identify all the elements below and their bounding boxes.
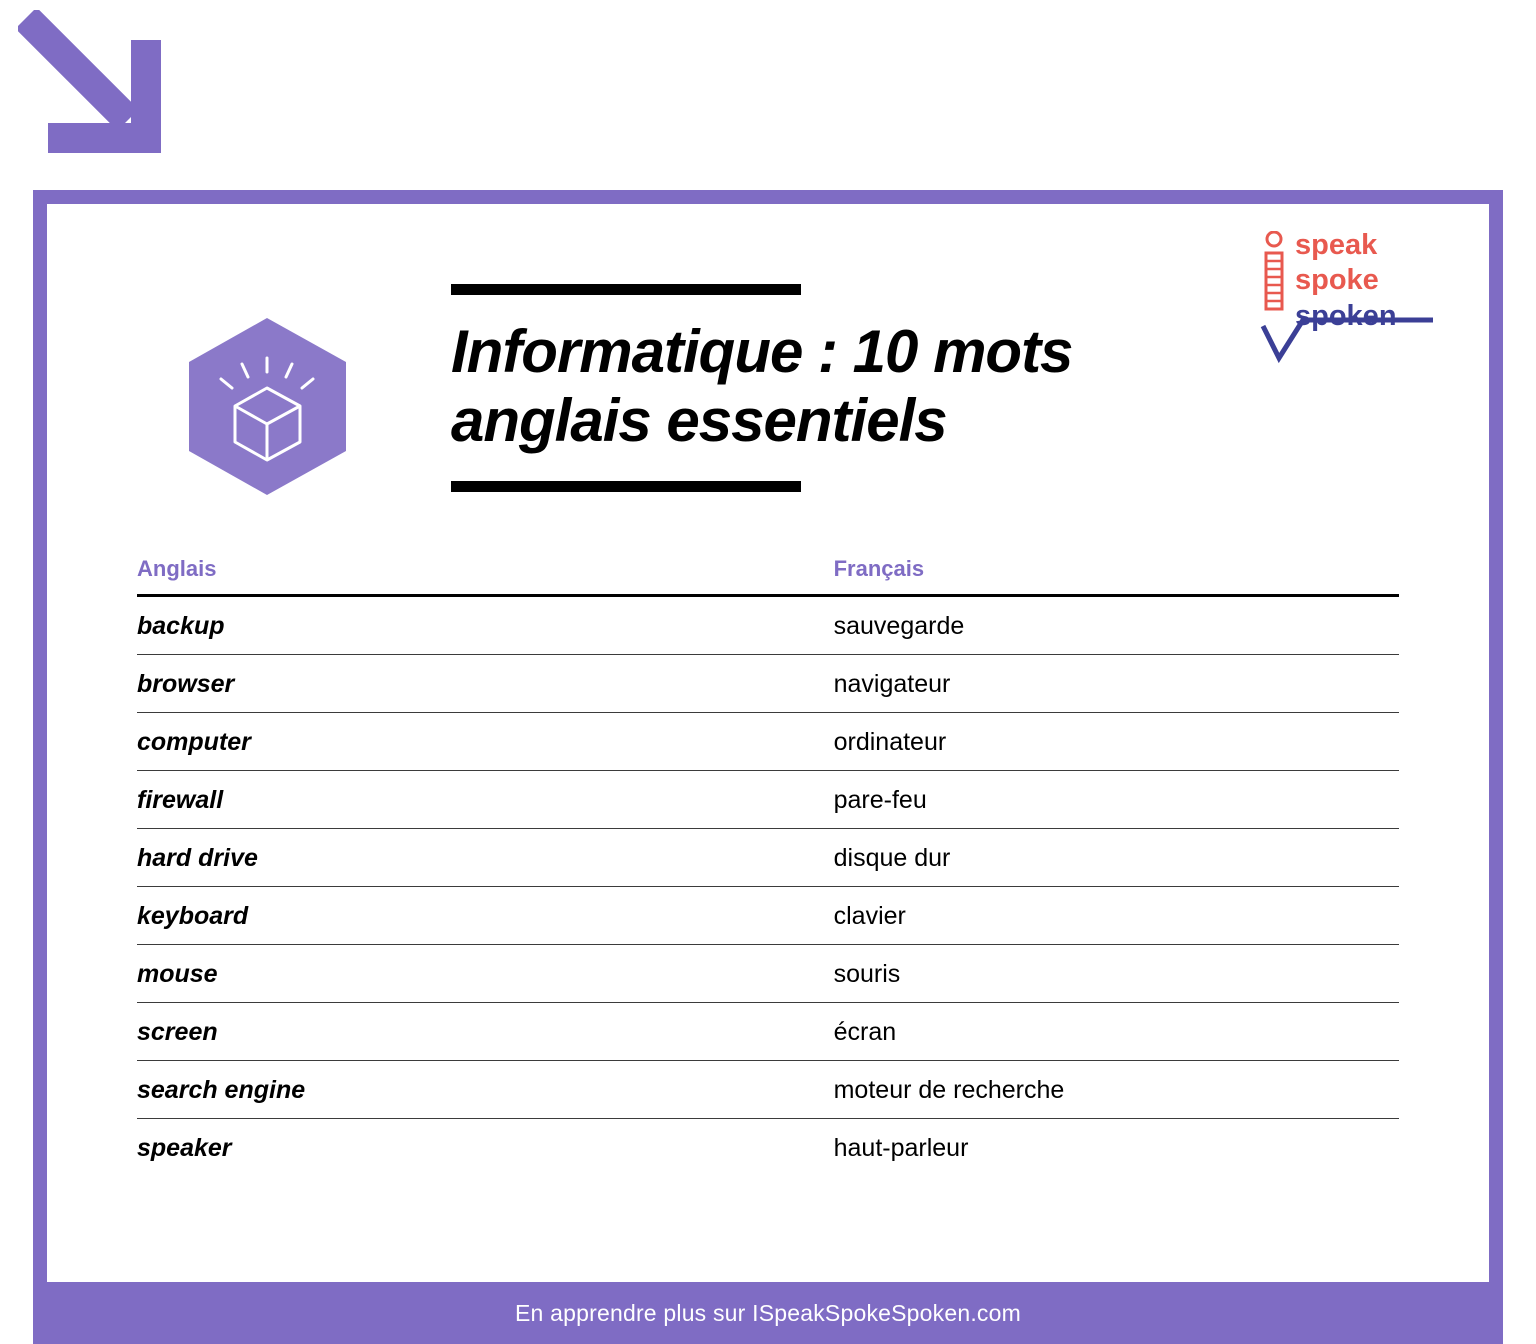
page-title: Informatique : 10 mots anglais essentiels <box>451 318 1073 454</box>
table-row <box>137 771 1399 829</box>
vocabulary-table <box>137 556 1399 1176</box>
cell-french: souris <box>834 945 1399 1003</box>
cell-english: hard drive <box>137 829 834 887</box>
table-row <box>137 655 1399 713</box>
cell-french: sauvegarde <box>834 596 1399 655</box>
table-row <box>137 713 1399 771</box>
brand-line-3: spoken <box>1295 299 1397 332</box>
cell-english: speaker <box>137 1134 232 1162</box>
cell-english: search engine <box>137 1061 834 1119</box>
column-header-french: Français <box>833 556 925 581</box>
cell-french: écran <box>834 1003 1399 1061</box>
table-row <box>137 596 1399 655</box>
cell-french: moteur de recherche <box>834 1061 1399 1119</box>
poster-card <box>47 204 1489 1282</box>
vocabulary-table-wrapper <box>47 556 1489 1176</box>
table-body <box>137 596 1399 1177</box>
title-rule-bottom <box>451 481 801 492</box>
cell-french: disque dur <box>834 829 1399 887</box>
cell-english: backup <box>137 596 834 655</box>
cell-french: clavier <box>834 887 1399 945</box>
table-row <box>137 887 1399 945</box>
title-rule-top <box>451 284 801 295</box>
cube-icon <box>180 314 355 499</box>
poster-frame <box>33 190 1503 1344</box>
cell-french: haut-parleur <box>833 1134 969 1162</box>
footer-text: En apprendre plus sur ISpeakSpokeSpoken.com <box>515 1299 1021 1326</box>
table-header-row <box>137 556 1399 596</box>
cell-french: ordinateur <box>834 713 1399 771</box>
brand-check-icon <box>1257 316 1437 364</box>
cell-english: mouse <box>137 945 834 1003</box>
table-row <box>137 1119 1399 1177</box>
cell-english: computer <box>137 713 834 771</box>
brand-logo <box>1249 228 1449 368</box>
decorative-arrow-icon <box>18 10 163 155</box>
poster-header <box>47 204 1489 544</box>
column-header-english: Anglais <box>137 556 217 581</box>
cell-french: navigateur <box>834 655 1399 713</box>
table-row <box>137 945 1399 1003</box>
title-block <box>451 284 1271 492</box>
table-row <box>137 1003 1399 1061</box>
table-row <box>137 1061 1399 1119</box>
table-row <box>137 829 1399 887</box>
cell-english: browser <box>137 655 834 713</box>
brand-line-2: spoke <box>1295 264 1379 297</box>
brand-line-1: speak <box>1295 229 1378 261</box>
cell-english: screen <box>137 1003 834 1061</box>
cell-english: firewall <box>137 771 834 829</box>
footer-band <box>33 1282 1503 1344</box>
cell-english: keyboard <box>137 887 834 945</box>
cell-french: pare-feu <box>834 771 1399 829</box>
